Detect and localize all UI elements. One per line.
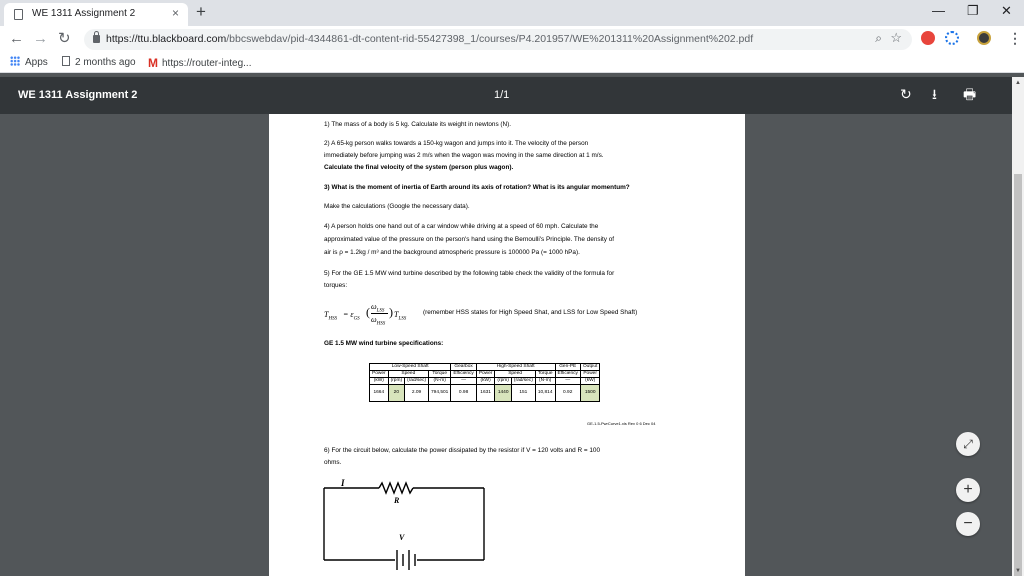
page-indicator: 1/1 [494,89,510,101]
table-header-high-speed: High-Speed Shaft [476,364,555,371]
question-3-note: Make the calculations (Google the necessary data). [324,203,470,210]
table-cell: Torque [535,371,555,378]
bookmark-apps[interactable] [10,56,48,68]
circuit-label-i: I [341,478,345,488]
table-cell: — [451,378,476,385]
table-cell: 2.09 [405,385,429,402]
table-caption: GE-1.5-PwrCurve1.xls Rev 0 6 Dec 04 [587,421,656,426]
torque-formula [324,302,434,334]
formula-lhs-symbol: T [324,310,329,319]
pdf-toolbar [0,77,1024,114]
bookmark-item-1[interactable] [62,56,136,68]
formula-rhs-sub: LSS [398,316,407,322]
table-cell: 151 [511,385,535,402]
extension-icon[interactable] [945,31,959,45]
restore-button[interactable]: ❐ [967,3,979,18]
question-5-line-1: 5) For the GE 1.5 MW wind turbine described by the following table check the validity of the formula for [324,270,615,277]
table-cell: (N-m) [429,378,451,385]
formula-fraction-bar [371,313,388,314]
question-5-line-2: torques: [324,282,348,289]
table-header-low-speed: Low-Speed Shaft [370,364,451,371]
download-icon[interactable]: ⭳ [932,86,937,102]
table-cell: Power [370,371,389,378]
pdf-viewer[interactable] [0,114,1012,576]
table-cell: Torque [429,371,451,378]
formula-efficiency [343,310,360,324]
table-row [370,378,600,385]
scrollbar-thumb[interactable] [1014,174,1022,576]
table-cell: 0.98 [451,385,476,402]
gmail-icon: M [148,56,158,70]
table-cell: 1500 [580,385,599,402]
circuit-label-v: V [399,533,405,542]
question-2-line-1: 2) A 65-kg person walks towards a 150-kg wagon and jumps into it. The velocity of the person [324,140,589,147]
resistor [379,483,413,493]
print-icon[interactable]: 🖶 [963,86,977,102]
url-text [106,33,753,45]
table-cell: Speed [388,371,428,378]
apps-grid-icon [10,56,20,66]
table-header-gen-pe: Gen-PE [555,364,580,371]
circuit-label-r: R [394,496,400,505]
table-cell: (rad/sec) [405,378,429,385]
table-cell: (N-m) [535,378,555,385]
table-cell: (kW) [476,378,495,385]
browser-menu-icon[interactable]: ⋮ [1008,30,1022,46]
table-cell: (rad/sec) [511,378,535,385]
tab-close-icon[interactable]: × [171,6,179,20]
question-1: 1) The mass of a body is 5 kg. Calculate its weight in newtons (N). [324,121,512,128]
pdf-title: WE 1311 Assignment 2 [18,89,138,101]
table-cell: Power [476,371,495,378]
formula-rhs [394,310,406,324]
formula-rhs-symbol: T [394,310,399,319]
table-cell: 794,501 [429,385,451,402]
table-cell: (kW) [580,378,599,385]
bookmark-apps-label: Apps [25,57,48,68]
circuit-diagram [319,478,494,576]
table-cell: 1664 [370,385,389,402]
formula-lhs-sub: HSS [328,316,338,322]
table-row [370,364,600,371]
bookmark-item-2[interactable] [148,56,252,70]
circuit-wires [324,483,484,570]
bookmarks-bar [0,53,1024,73]
question-4-line-1: 4) A person holds one hand out of a car window while driving at a speed of 60 mph. Calculate the [324,223,599,230]
rotate-icon[interactable]: ↻ [900,86,912,102]
zoom-in-button[interactable]: + [956,478,980,502]
address-bar[interactable] [84,29,912,50]
table-cell: (rpm) [388,378,404,385]
fit-page-button[interactable]: ⤢ [956,432,980,456]
formula-den: ω [371,315,377,324]
scroll-down-icon[interactable]: ▼ [1015,568,1021,574]
search-icon[interactable]: ⌕ [875,31,882,45]
formula-eps-sub: GS [353,316,360,322]
forward-button[interactable]: → [33,30,48,47]
bookmark-item-2-label: https://router-integ... [162,58,252,69]
table-cell: — [555,378,580,385]
document-icon [62,56,70,66]
formula-denominator [371,315,385,329]
close-window-button[interactable]: ✕ [1001,3,1012,18]
question-3: 3) What is the moment of inertia of Earth around its axis of rotation? What is its angular momentum? [324,184,630,191]
reload-button[interactable]: ↻ [58,30,71,47]
formula-eq: = ε [343,310,354,319]
question-4-line-2: approximated value of the pressure on the person's hand using the Bernoulli's Principle. The density of [324,236,615,243]
lock-icon [93,35,100,43]
table-cell: (rpm) [495,378,511,385]
browser-toolbar [0,26,1024,53]
question-4-line-3: air is ρ = 1.2kg / m³ and the background atmospheric pressure is 100000 Pa (= 1000 hPa). [324,249,580,256]
question-2-line-2: immediately before jumping was 2 m/s when the wagon was moving in the same direction at 1 m/s. [324,152,604,159]
table-header-gearbox: Gearbox [451,364,476,371]
new-tab-button[interactable]: + [196,2,206,21]
table-cell: Power [580,371,599,378]
url-path: /bbcswebdav/pid-4344861-dt-content-rid-55427398_1/courses/P4.201957/WE%201311%20Assignment%202.pdf [226,33,754,45]
table-cell: Efficiency [451,371,476,378]
vertical-scrollbar[interactable] [1012,77,1024,576]
table-cell: 1440 [495,385,511,402]
scroll-up-icon[interactable]: ▲ [1015,80,1021,86]
bookmark-star-icon[interactable]: ☆ [890,30,902,45]
browser-tab[interactable] [4,3,188,26]
formula-note: (remember HSS states for High Speed Shat, and LSS for Low Speed Shaft) [423,309,638,316]
formula-num-sub: LSS [376,308,385,314]
table-row [370,385,600,402]
tab-strip [0,0,1024,26]
minimize-button[interactable]: — [932,3,945,18]
table-cell: Speed [495,371,535,378]
zoom-out-button[interactable]: − [956,512,980,536]
formula-den-sub: HSS [376,321,386,327]
tab-title: WE 1311 Assignment 2 [32,8,136,19]
profile-avatar[interactable] [977,31,991,45]
formula-num: ω [371,302,377,311]
question-6-line-1: 6) For the circuit below, calculate the power dissipated by the resistor if V = 120 volts and R = 100 [324,447,601,454]
document-icon [14,9,23,20]
formula-paren-close: ) [389,305,393,319]
turbine-spec-table [369,363,600,402]
question-2-line-3: Calculate the final velocity of the system (person plus wagon). [324,164,514,171]
pdf-page [269,114,745,576]
table-cell: (kW) [370,378,389,385]
table-row [370,371,600,378]
opera-extension-icon[interactable] [921,31,935,45]
table-cell: 10,814 [535,385,555,402]
back-button[interactable]: ← [9,30,24,47]
table-cell: Efficiency [555,371,580,378]
specs-title: GE 1.5 MW wind turbine specifications: [324,340,444,347]
table-header-output: Output [580,364,599,371]
question-6-line-2: ohms. [324,459,342,466]
table-cell: 0.92 [555,385,580,402]
formula-paren-open: ( [366,305,370,319]
table-cell: 20 [388,385,404,402]
bookmark-item-1-label: 2 months ago [75,57,136,68]
url-host: https://ttu.blackboard.com [106,33,227,45]
formula-lhs [324,310,337,324]
table-cell: 1631 [476,385,495,402]
